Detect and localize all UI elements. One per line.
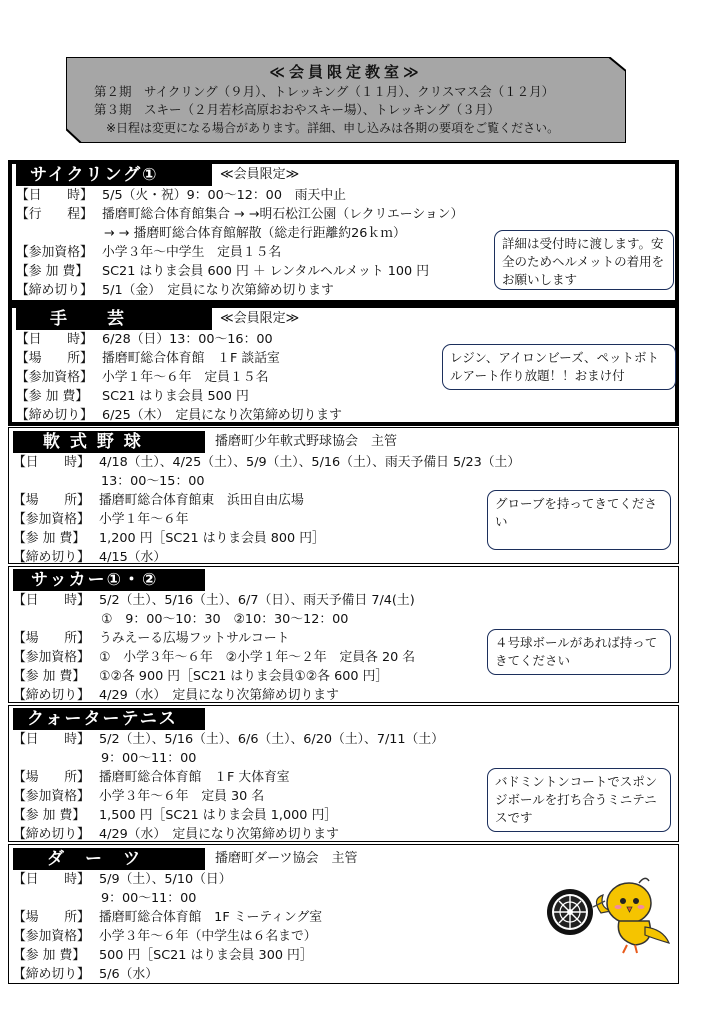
header-note: ※日程は変更になる場合があります。詳細、申し込みは各期の要項をご覧ください。 [106, 121, 560, 135]
header-title: ≪会員限定教室≫ [269, 63, 423, 81]
section-note: バドミントンコートでスポンジボールを打ち合うミニテニスです [487, 768, 671, 832]
section-title: サイクリング① [16, 164, 212, 186]
row-route [12, 205, 675, 224]
row-value: 播磨町総合体育館 １F 談話室 [102, 351, 280, 366]
row-value: 9：00～11：00 [101, 891, 197, 906]
row-value: 播磨町総合体育館集合 → →明石松江公園（レクリエーション） [102, 207, 464, 222]
row-label: 【参 加 費】 [16, 264, 89, 279]
row-value: 5/6（水） [99, 967, 158, 982]
row-label: 【締め切り】 [13, 967, 90, 982]
row-value: 小学３年～６年（中学生は６名まで） [99, 929, 317, 944]
row-label: 【参加資格】 [13, 929, 90, 944]
row-datetime-cont [9, 749, 678, 768]
row-datetime [12, 186, 675, 205]
row-label: 【参 加 費】 [13, 808, 86, 823]
section-note: レジン、アイロンビーズ、ペットボトルアート作り放題！！おまけ付 [442, 344, 676, 390]
row-label: 【場 所】 [13, 910, 90, 925]
row-label: 【締め切り】 [13, 688, 90, 703]
section-tag: ≪会員限定≫ [220, 311, 300, 326]
row-label: 【参加資格】 [13, 512, 90, 527]
row-value: SC21 はりま会員 500 円 [102, 389, 249, 404]
row-label: 【参加資格】 [13, 650, 90, 665]
row-value: うみえーる広場フットサルコート [99, 631, 290, 646]
section-quarter-tennis [8, 705, 679, 842]
section-darts [8, 844, 679, 984]
row-value: 9：00～11：00 [101, 751, 197, 766]
section-tag: ≪会員限定≫ [220, 167, 300, 182]
section-title: クォーターテニス [13, 708, 205, 730]
row-value: 小学３年～中学生 定員１５名 [102, 245, 282, 260]
section-title: 手 芸 [16, 308, 212, 330]
section-cycling [8, 160, 679, 304]
row-value: 小学１年～６年 [99, 512, 189, 527]
yellow-bird-mascot [589, 873, 673, 955]
row-fee [9, 946, 678, 965]
row-datetime-cont [9, 472, 678, 491]
row-value: 5/1（金） 定員になり次第締め切ります [102, 283, 334, 298]
row-value: 4/29（水） 定員になり次第締め切ります [99, 688, 339, 703]
dartboard-icon [545, 887, 595, 937]
row-value: ①②各 900 円［SC21 はりま会員①②各 600 円］ [99, 669, 389, 684]
row-label: 【参加資格】 [16, 370, 93, 385]
row-value: 小学３年～６年 定員 30 名 [99, 789, 265, 804]
section-soccer [8, 566, 679, 703]
row-value: 6/25（木） 定員になり次第締め切ります [102, 408, 342, 423]
row-label: 【締め切り】 [13, 550, 90, 565]
header-line-2: 第３期 スキー（２月若杉高原おおやスキー場）、トレッキング（３月） [94, 102, 500, 117]
row-value: → → 播磨町総合体育館解散（総走行距離約26ｋｍ） [104, 226, 406, 241]
row-label: 【場 所】 [13, 631, 90, 646]
row-label: 【場 所】 [16, 351, 93, 366]
row-value: 500 円［SC21 はりま会員 300 円］ [99, 948, 313, 963]
row-value: 播磨町総合体育館 １F 大体育室 [99, 770, 290, 785]
row-label: 【締め切り】 [16, 283, 93, 298]
row-label: 【日 時】 [13, 872, 90, 887]
row-value: 6/28（日）13：00～16：00 [102, 332, 273, 347]
row-label: 【行 程】 [16, 207, 93, 222]
row-label: 【締め切り】 [13, 827, 90, 842]
section-note: ４号球ボールがあれば持ってきてください [487, 629, 671, 675]
section-note: グローブを持ってきてください [487, 490, 671, 550]
member-classes-header [66, 57, 626, 143]
section-title: サッカー①・② [13, 569, 205, 591]
row-label: 【参 加 費】 [13, 669, 86, 684]
row-label: 【日 時】 [13, 732, 90, 747]
row-datetime [9, 730, 678, 749]
row-label: 【参 加 費】 [16, 389, 89, 404]
row-deadline [12, 406, 675, 425]
row-value: 13：00～15：00 [101, 474, 205, 489]
row-value: 播磨町総合体育館東 浜田自由広場 [99, 493, 304, 508]
row-value: 小学１年～６年 定員１５名 [102, 370, 269, 385]
row-value: SC21 はりま会員 600 円 ＋ レンタルヘルメット 100 円 [102, 264, 429, 279]
row-label: 【場 所】 [13, 770, 90, 785]
row-deadline [9, 548, 678, 567]
section-tag: 播磨町少年軟式野球協会 主管 [215, 434, 398, 449]
section-note: 詳細は受付時に渡します。安全のためヘルメットの着用をお願いします [494, 230, 674, 290]
row-deadline [9, 686, 678, 705]
row-value: 4/15（水） [99, 550, 167, 565]
row-label: 【日 時】 [13, 455, 90, 470]
row-value: 5/2（土）、5/16（土）、6/6（土）、6/20（土）、7/11（土） [99, 732, 444, 747]
row-value: 5/5（火・祝）9：00～12：00 雨天中止 [102, 188, 346, 203]
row-value: 5/2（土）、5/16（土）、6/7（日）、雨天予備日 7/4(土) [99, 593, 415, 608]
row-label: 【締め切り】 [16, 408, 93, 423]
row-value: 4/18（土）、4/25（土）、5/9（土）、5/16（土）、雨天予備日 5/23（土） [99, 455, 521, 470]
row-label: 【場 所】 [13, 493, 90, 508]
row-value: ① 小学３年～６年 ②小学１年～２年 定員各 20 名 [99, 650, 416, 665]
row-label: 【参 加 費】 [13, 948, 86, 963]
header-line-1: 第２期 サイクリング（９月）、トレッキング（１１月）、クリスマス会（１２月） [94, 84, 555, 99]
row-label: 【参加資格】 [16, 245, 93, 260]
row-label: 【参 加 費】 [13, 531, 86, 546]
section-title: ダ ー ツ [13, 848, 205, 870]
row-label: 【日 時】 [16, 332, 93, 347]
row-label: 【日 時】 [16, 188, 93, 203]
row-value: 4/29（水） 定員になり次第締め切ります [99, 827, 339, 842]
row-value: ① 9：00～10：30 ②10：30～12：00 [101, 612, 349, 627]
row-datetime-cont [9, 610, 678, 629]
row-value: 1,500 円［SC21 はりま会員 1,000 円］ [99, 808, 338, 823]
row-value: 1,200 円［SC21 はりま会員 800 円］ [99, 531, 325, 546]
section-tag: 播磨町ダーツ協会 主管 [215, 851, 358, 866]
section-title: 軟 式 野 球 [13, 431, 205, 453]
row-label: 【日 時】 [13, 593, 90, 608]
row-label: 【参加資格】 [13, 789, 90, 804]
section-handicraft [8, 304, 679, 426]
section-softball [8, 427, 679, 564]
row-value: 5/9（土）、5/10（日） [99, 872, 232, 887]
row-datetime [9, 591, 678, 610]
row-deadline [9, 965, 678, 984]
row-datetime [9, 453, 678, 472]
row-value: 播磨町総合体育館 1F ミーティング室 [99, 910, 323, 925]
